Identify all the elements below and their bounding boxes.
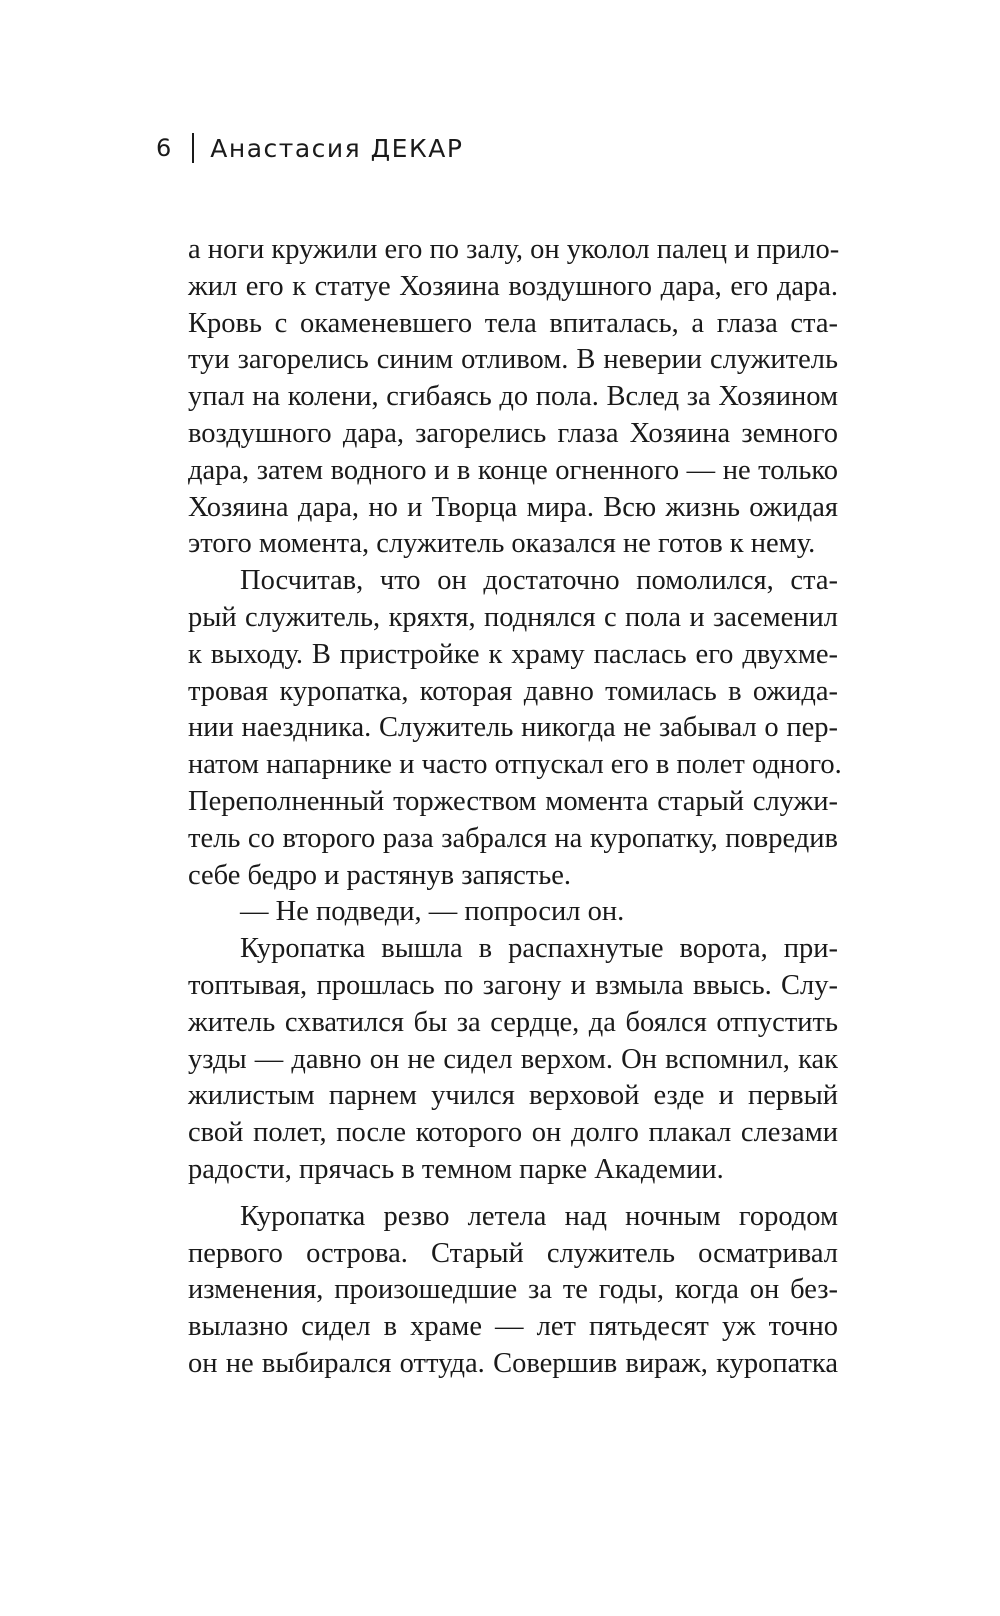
author-name: Анастасия ДЕКАР: [210, 133, 464, 163]
text-line: к выходу. В пристройке к храму паслась его двухме-: [188, 638, 838, 670]
text-line: вылазно сидел в храме — лет пятьдесят уж точно: [188, 1311, 838, 1343]
text-line: Куропатка резво летела над ночным городом: [240, 1200, 838, 1232]
text-line: упал на колени, сгибаясь до пола. Вслед за Хозяином: [188, 381, 838, 413]
text-line: он не выбирался оттуда. Совершив вираж, куропатка: [188, 1347, 838, 1379]
paragraph: [188, 563, 842, 894]
paragraph: [188, 232, 838, 563]
paragraph: [188, 931, 838, 1189]
text-line: тровая куропатка, которая давно томилась в ожида-: [188, 675, 838, 707]
text-line: радости, прячась в темном парке Академии.: [188, 1153, 724, 1185]
text-line: туи загорелись синим отливом. В неверии служитель: [188, 344, 838, 376]
paragraph: [188, 894, 838, 931]
text-line: воздушного дара, загорелись глаза Хозяина земного: [188, 417, 838, 449]
text-line: — Не подведи, — попросил он.: [240, 896, 625, 928]
body-text: [188, 232, 842, 1383]
text-line: житель схватился бы за сердце, да боялся отпустить: [188, 1006, 838, 1038]
text-line: этого момента, служитель оказался не готов к нему.: [188, 528, 816, 560]
text-line: жил его к статуе Хозяина воздушного дара, его дара.: [188, 270, 838, 302]
running-head: [156, 128, 463, 168]
text-line: изменения, произошедшие за те годы, когда он без-: [188, 1274, 838, 1306]
text-line: рый служитель, кряхтя, поднялся с пола и засеменил: [188, 601, 838, 633]
header-divider: [192, 133, 194, 163]
text-line: себе бедро и растянув запястье.: [188, 859, 572, 891]
text-line: дара, затем водного и в конце огненного — не только: [188, 454, 838, 486]
text-line: Посчитав, что он достаточно помолился, ста-: [240, 565, 838, 597]
text-line: нии наездника. Служитель никогда не забывал о пер-: [188, 712, 838, 744]
page-number: 6: [156, 134, 173, 162]
text-line: Куропатка вышла в распахнутые ворота, при-: [240, 933, 838, 965]
text-line: жилистым парнем учился верховой езде и первый: [188, 1080, 838, 1112]
text-line: тель со второго раза забрался на куропатку, повредив: [188, 822, 838, 854]
paragraph: [188, 1199, 838, 1383]
text-line: а ноги кружили его по залу, он уколол палец и прило-: [188, 234, 840, 265]
text-line: Кровь с окаменевшего тела впиталась, а глаза ста-: [188, 307, 838, 339]
text-line: узды — давно он не сидел верхом. Он вспомнил, как: [188, 1043, 838, 1075]
text-line: Хозяина дара, но и Творца мира. Всю жизнь ожидая: [188, 491, 838, 523]
text-line: первого острова. Старый служитель осматривал: [188, 1237, 838, 1269]
text-line: топтывая, прошлась по загону и взмыла ввысь. Слу-: [188, 969, 838, 1001]
text-line: натом напарнике и часто отпускал его в полет одного.: [188, 749, 842, 781]
text-line: Переполненный торжеством момента старый служи-: [188, 785, 838, 817]
text-line: свой полет, после которого он долго плакал слезами: [188, 1117, 838, 1149]
